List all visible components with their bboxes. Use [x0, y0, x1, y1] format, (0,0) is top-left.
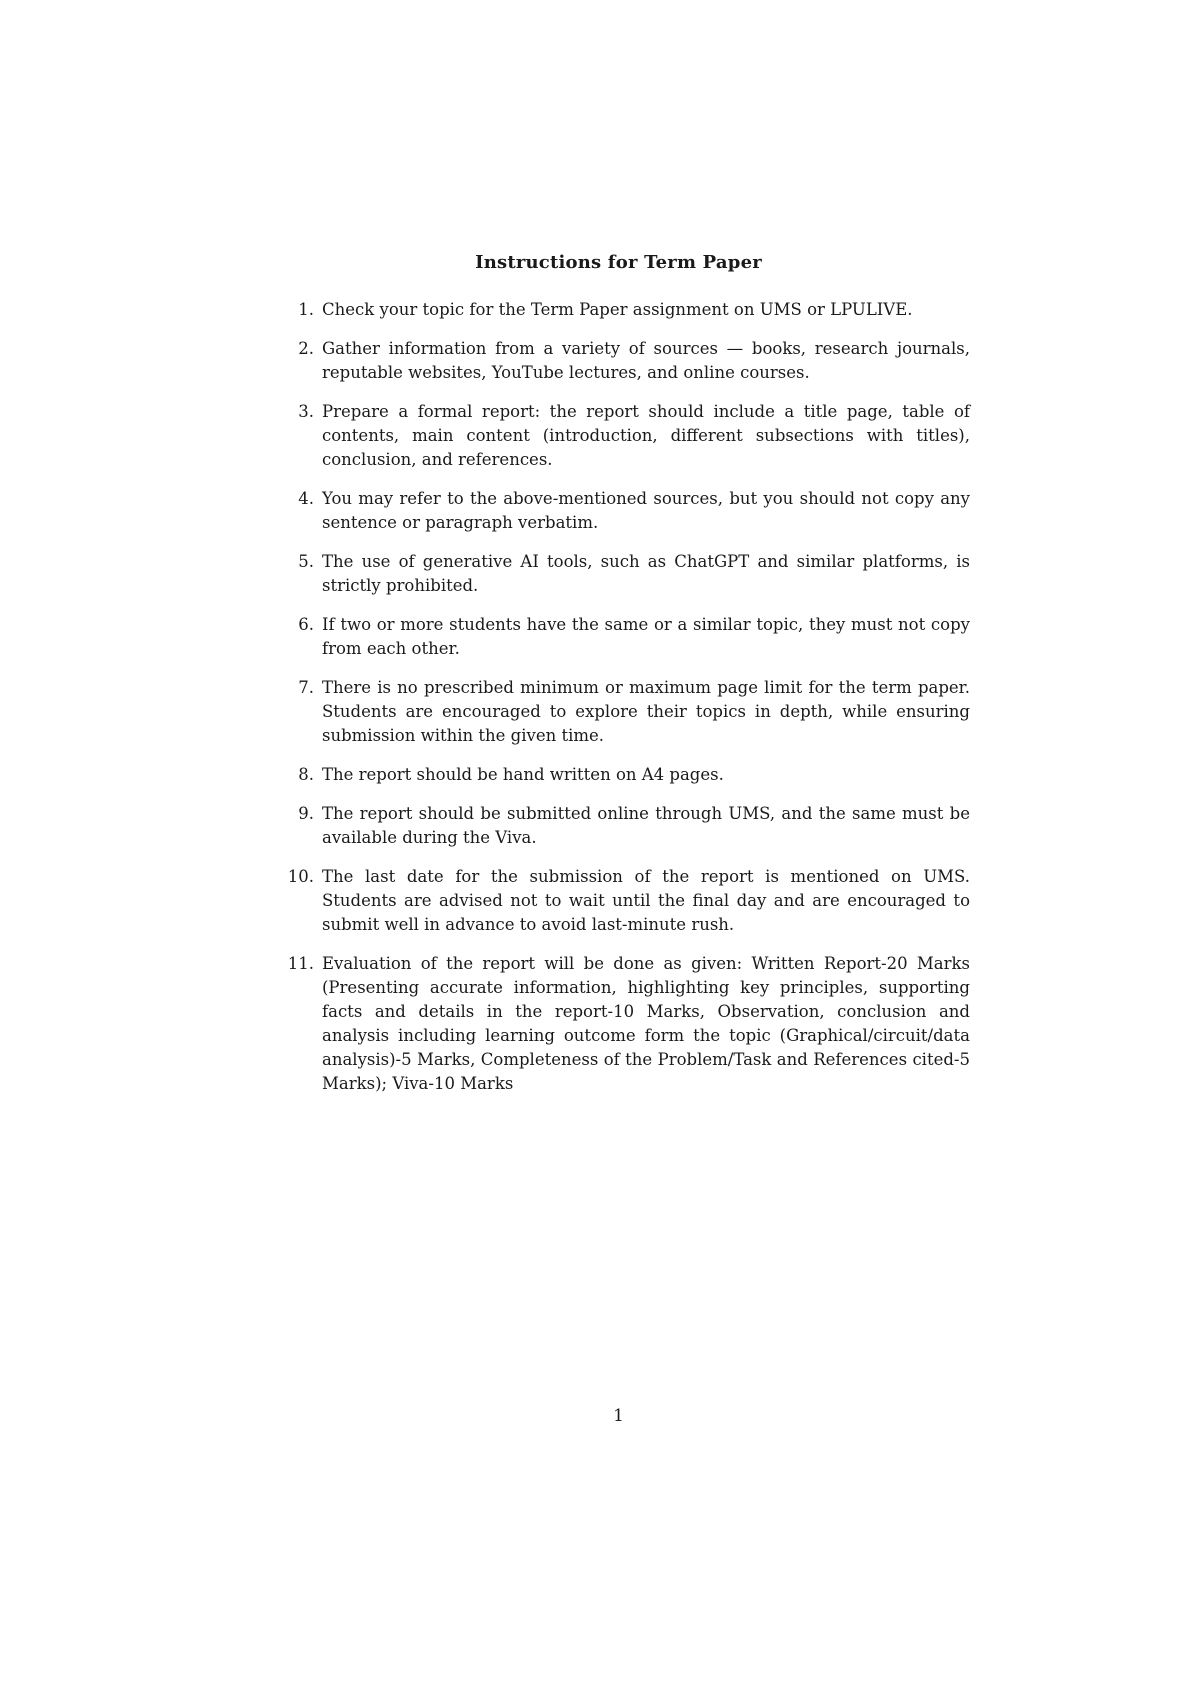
- item-number: 5.: [298, 552, 314, 571]
- item-number: 2.: [298, 339, 314, 358]
- item-number: 6.: [298, 615, 314, 634]
- list-item: [298, 676, 970, 748]
- list-item: [298, 613, 970, 661]
- item-text: You may refer to the above-mentioned sources, but you should not copy any sentence or paragraph verbatim.: [322, 489, 970, 532]
- item-text: The use of generative AI tools, such as ChatGPT and similar platforms, is strictly prohibited.: [322, 552, 970, 595]
- list-item: [298, 802, 970, 850]
- list-item: [298, 298, 970, 322]
- list-item: [298, 337, 970, 385]
- item-number: 7.: [298, 678, 314, 697]
- item-text: If two or more students have the same or a similar topic, they must not copy from each other.: [322, 615, 970, 658]
- list-item: [298, 400, 970, 472]
- item-number: 3.: [298, 402, 314, 421]
- item-number: 8.: [298, 765, 314, 784]
- item-text: Evaluation of the report will be done as given: Written Report-20 Marks (Presenting accurate information, highlighting key principles, supporting facts and details in the report-10 Marks, Observation, conclusion and analysis including learning outcome form the topic (Graphical/circuit/data analysis)-5 Marks, Completeness of the Problem/Task and References cited-5 Marks); Viva-10 Marks: [322, 954, 970, 1093]
- item-text: The report should be submitted online through UMS, and the same must be available during the Viva.: [322, 804, 970, 847]
- list-item: [298, 487, 970, 535]
- item-text: The last date for the submission of the report is mentioned on UMS. Students are advised not to wait until the final day and are encouraged to submit well in advance to avoid last-minute rush.: [322, 867, 970, 934]
- item-text: Check your topic for the Term Paper assignment on UMS or LPULIVE.: [322, 300, 913, 319]
- item-number: 11.: [287, 954, 314, 973]
- item-number: 10.: [287, 867, 314, 886]
- list-item: [287, 865, 970, 937]
- item-number: 9.: [298, 804, 314, 823]
- page-title: Instructions for Term Paper: [475, 252, 762, 273]
- item-number: 4.: [298, 489, 314, 508]
- list-item: [298, 550, 970, 598]
- list-item: [287, 952, 970, 1096]
- item-text: There is no prescribed minimum or maximum page limit for the term paper. Students are encouraged to explore their topics in depth, while ensuring submission within the given time.: [322, 678, 970, 745]
- list-item: [298, 763, 970, 787]
- instructions-list: [287, 298, 970, 1111]
- page-number: 1: [613, 1406, 624, 1426]
- item-number: 1.: [298, 300, 314, 319]
- item-text: Gather information from a variety of sources — books, research journals, reputable websites, YouTube lectures, and online courses.: [322, 339, 970, 382]
- item-text: The report should be hand written on A4 pages.: [322, 765, 724, 784]
- item-text: Prepare a formal report: the report should include a title page, table of contents, main content (introduction, different subsections with titles), conclusion, and references.: [322, 402, 970, 469]
